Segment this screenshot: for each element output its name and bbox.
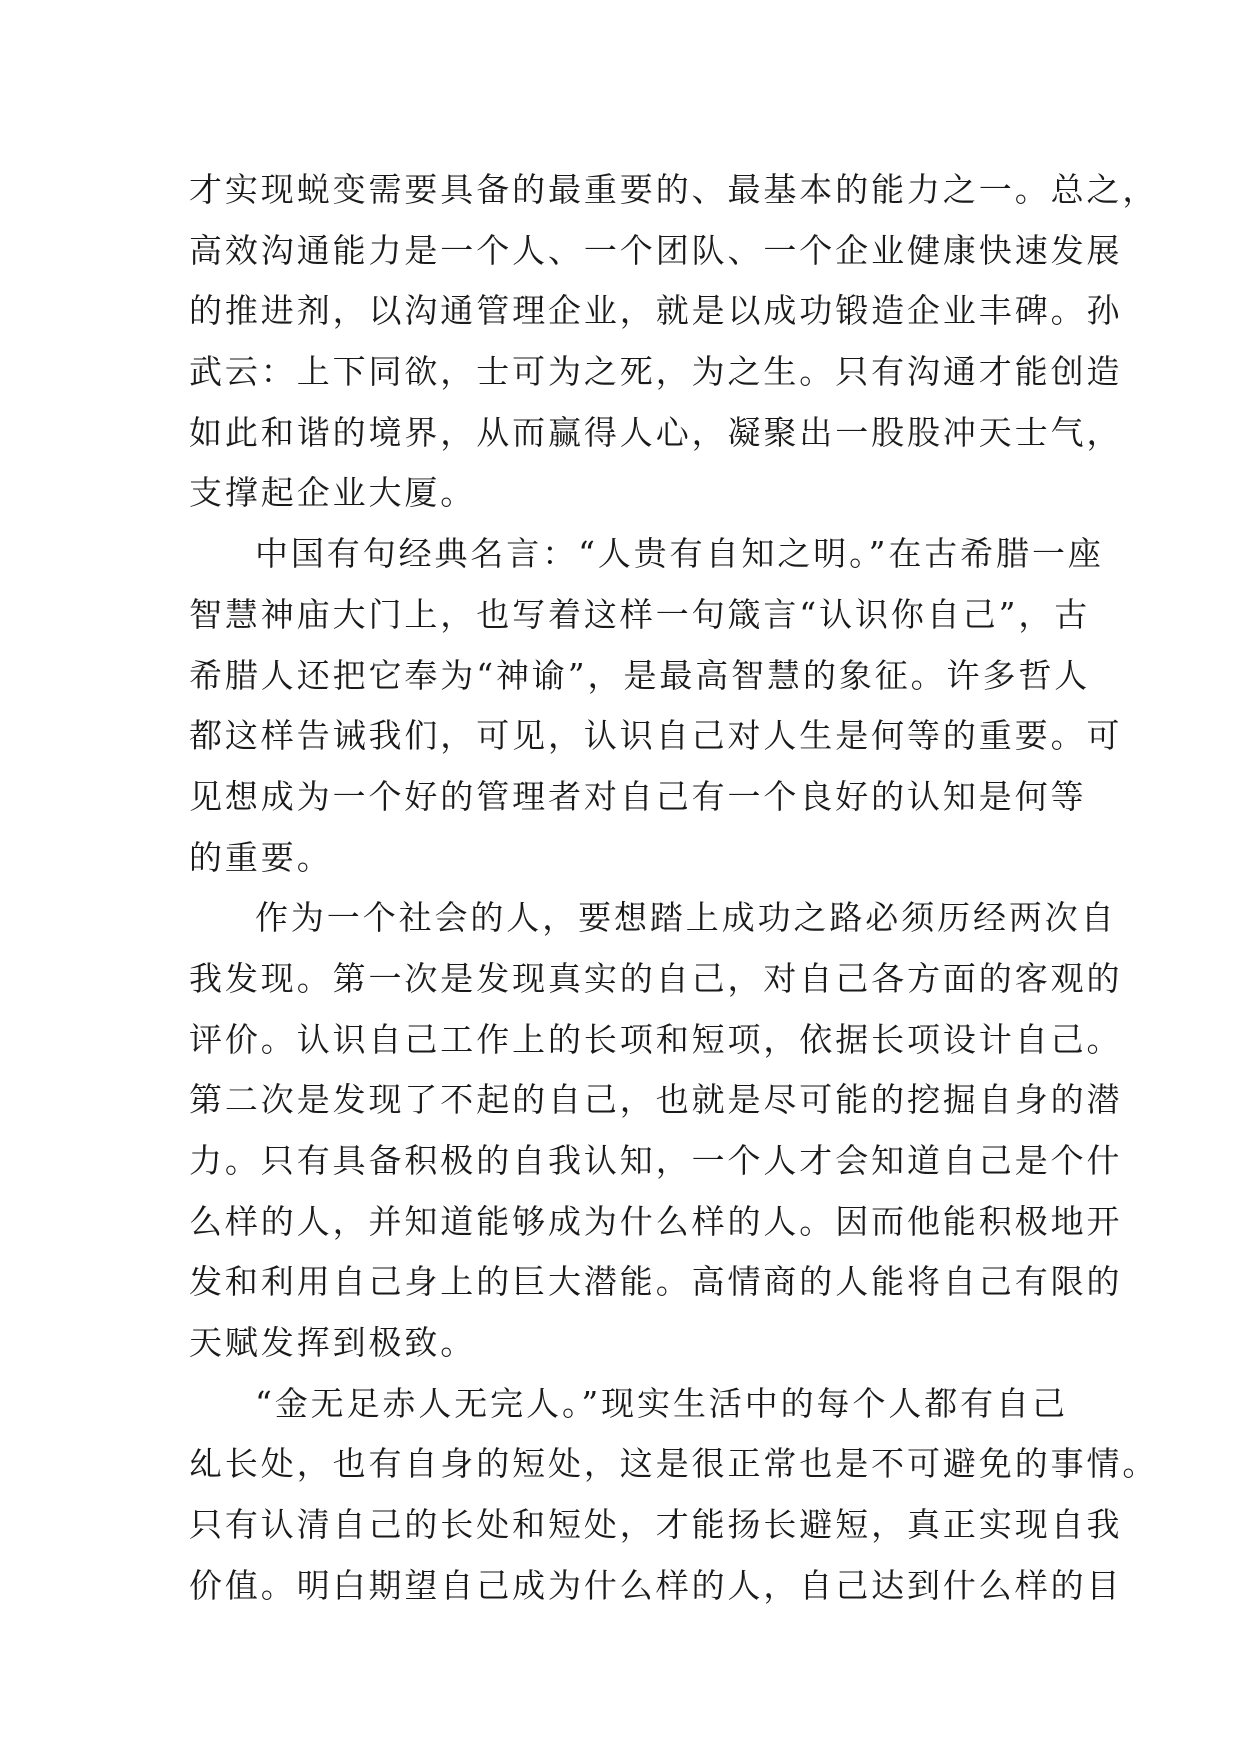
text-line: 见想成为一个好的管理者对自己有一个良好的认知是何等	[189, 776, 1087, 816]
text-line: 评价。认识自己工作上的长项和短项，依据长项设计自己。	[189, 1019, 1123, 1059]
text-line: 只有认清自己的长处和短处，才能扬长避短，真正实现自我	[189, 1505, 1123, 1545]
text-line: 么样的人，并知道能够成为什么样的人。因而他能积极地开	[189, 1201, 1123, 1241]
text-line: 武云：上下同欲，士可为之死，为之生。只有沟通才能创造	[189, 352, 1123, 392]
text-line: 高效沟通能力是一个人、一个团队、一个企业健康快速发展	[189, 230, 1123, 270]
text-line: 价值。明白期望自己成为什么样的人，自己达到什么样的目	[189, 1565, 1123, 1605]
text-line: 智慧神庙大门上，也写着这样一句箴言“认识你自己”，古	[189, 594, 1091, 634]
text-line: 力。只有具备积极的自我认知，一个人才会知道自己是个什	[189, 1141, 1123, 1180]
paragraph-first-line: 中国有句经典名言：“人贵有自知之明。”在古希腊一座	[255, 534, 1104, 574]
text-line: 如此和谐的境界，从而赢得人心，凝聚出一股股冲天士气，	[189, 412, 1123, 452]
text-line: 支撑起企业大厦。	[189, 473, 477, 513]
text-line: 希腊人还把它奉为“神谕”，是最高智慧的象征。许多哲人	[189, 655, 1091, 695]
text-line: 才实现蜕变需要具备的最重要的、最基本的能力之一。总之，	[189, 170, 1159, 209]
text-line: 第二次是发现了不起的自己，也就是尽可能的挖掘自身的潜	[189, 1080, 1123, 1120]
text-line: 都这样告诫我们，可见，认识自己对人生是何等的重要。可	[189, 716, 1123, 756]
text-line: 乣长处，也有自身的短处，这是很正常也是不可避免的事情。	[189, 1444, 1159, 1484]
text-line: 发和利用自己身上的巨大潜能。高情商的人能将自己有限的	[189, 1262, 1123, 1302]
text-line: 天赋发挥到极致。	[189, 1323, 477, 1363]
text-line: 的重要。	[189, 837, 333, 877]
body-text	[189, 160, 1159, 1617]
text-line: 我发现。第一次是发现真实的自己，对自己各方面的客观的	[189, 958, 1123, 998]
paragraph-first-line: “金无足赤人无完人。”现实生活中的每个人都有自己	[255, 1383, 1068, 1423]
paragraph-first-line: 作为一个社会的人，要想踏上成功之路必须历经两次自	[255, 898, 1117, 938]
text-line: 的推进剂，以沟通管理企业，就是以成功锻造企业丰碑。孙	[189, 291, 1123, 331]
